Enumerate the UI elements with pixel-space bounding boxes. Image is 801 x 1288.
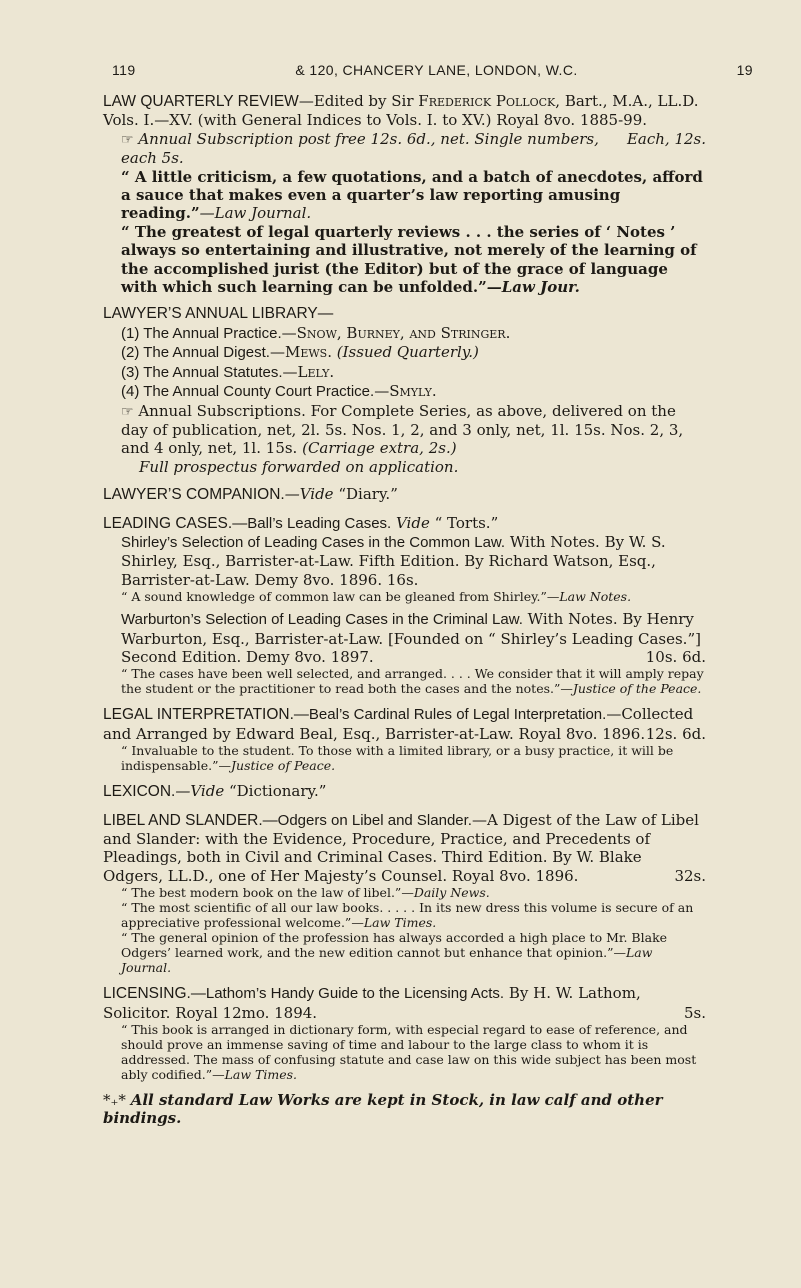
footer-note: *₊* All standard Law Works are kept in Stock, in law calf and other bindings. bbox=[103, 1091, 663, 1128]
entries bbox=[103, 92, 706, 1137]
running-title: & 120, CHANCERY LANE, LONDON, W.C. bbox=[295, 62, 578, 78]
address-number: 119 bbox=[112, 62, 136, 78]
price: 12s. 6d. bbox=[645, 724, 706, 743]
entry-legal-interpretation: LEGAL INTERPRETATION.—Beal’s Cardinal Rules of Legal Interpretation.—Collected and Arranged by Edward Beal, Esq., Barrister-at-Law. Royal 8vo. 1896. 12s. 6d. “ Invaluable to the student. To those with a limited library, or a busy practice, it will be indispensable.”—Justice of Peace. bbox=[103, 705, 706, 774]
entry-lawyers-annual: LAWYER’S ANNUAL LIBRARY— (1) The Annual Practice.—Snow, Burney, and Stringer. (2) The Annual Digest.—Mews. (Issued Quarterly.) (3) The Annual Statutes.—Lely. (4) The Annual County Court Practice.—Smyly. ☞ Annual Subscriptions. For Complete Series, as above, delivered on the day of publication, net, 2l. 5s. Nos. 1, 2, and 3 only, net, 1l. 15s. Nos. 2, 3, and 4 only, net, 1l. 15s. (Carriage extra, 2s.) Full prospectus forwarded on application. bbox=[103, 305, 706, 476]
price: 32s. bbox=[674, 866, 706, 885]
entry-leading-cases: LEADING CASES.—Ball’s Leading Cases. Vide “ Torts.” Shirley’s Selection of Leading Cases in the Common Law. With Notes. By W. S. Shirley, Esq., Barrister-at-Law. Fifth Edition. By Richard Watson, Esq., Barrister-at-Law. Demy 8vo. 1896. 16s. “ A sound knowledge of common law can be gleaned from Shirley.”—Law Notes. Warburton’s Selection of Leading Cases in the Criminal Law. With Notes. By Henry Warburton, Esq., Barrister-at-Law. [Founded on “ Shirley’s Leading Cases.”] Second Edition. Demy 8vo. 1897. 10s. 6d. “ The cases have been well selected, and arranged. . . . We consider that it will amply repay the student or the practitioner to read both the cases and the notes.”—Justice of the Peace. bbox=[103, 513, 706, 697]
price: 5s. bbox=[683, 1003, 706, 1022]
entry-heading: LEGAL INTERPRETATION. bbox=[103, 706, 294, 724]
entry-heading: LICENSING. bbox=[103, 985, 191, 1003]
review-quote: “ The greatest of legal quarterly reviews . . . the series of ‘ Notes ’ always so entertaining and illustrative, not merely of the learning of the accomplished jurist (the Editor) but of the grace of language with which such learning can be unfolded.”—Law Jour. bbox=[121, 222, 697, 297]
asterism-icon: *₊* bbox=[103, 1091, 126, 1110]
entry-licensing: LICENSING.—Lathom’s Handy Guide to the Licensing Acts. By H. W. Lathom, Solicitor. Royal 12mo. 1894. 5s. “ This book is arranged in dictionary form, with especial regard to ease of reference, and should prove an immense saving of time and labour to the large class to whom it is addressed. The mass of confusing statute and case law on this wide subject has been most ably codified.”—Law Times. bbox=[103, 984, 706, 1083]
entry-heading: LEADING CASES. bbox=[103, 514, 233, 532]
entry-heading: LEXICON. bbox=[103, 783, 176, 801]
page-number: 19 bbox=[736, 62, 753, 78]
review-quote: “ A little criticism, a few quotations, and a batch of anecdotes, afford a sauce that makes even a quarter’s law reporting amusing reading.”—Law Journal. bbox=[121, 167, 703, 223]
price: 10s. 6d. bbox=[645, 647, 706, 666]
entry-heading: LAW QUARTERLY REVIEW bbox=[103, 93, 299, 110]
entry-heading: LIBEL AND SLANDER. bbox=[103, 811, 263, 829]
entry-law-quarterly: LAW QUARTERLY REVIEW—Edited by Sir Frederick Pollock, Bart., M.A., LL.D. Vols. I.—XV. (with General Indices to Vols. I. to XV.) Royal 8vo. 1885-99. Each, 12s. ☞ Annual Subscription post free 12s. 6d., net. Single numbers, each 5s. “ A little criticism, a few quotations, and a batch of anecdotes, afford a sauce that makes even a quarter’s law reporting amusing reading.”—Law Journal. “ The greatest of legal quarterly reviews . . . the series of ‘ Notes ’ always so entertaining and illustrative, not merely of the learning of the accomplished jurist (the Editor) but of the grace of language with which such learning can be unfolded.”—Law Jour. bbox=[103, 92, 706, 297]
entry-libel-slander: LIBEL AND SLANDER.—Odgers on Libel and Slander.—A Digest of the Law of Libel and Slander: with the Evidence, Procedure, Practice, and Precedents of Pleadings, both in Civil and Criminal Cases. Third Edition. By W. Blake Odgers, LL.D., one of Her Majesty’s Counsel. Royal 8vo. 1896. 32s. “ The best modern book on the law of libel.”—Daily News. “ The most scientific of all our law books. . . . . In its new dress this volume is secure of an appreciative professional welcome.”—Law Times. “ The general opinion of the profession has always accorded a high place to Mr. Blake Odgers’ learned work, and the new edition cannot but enhance that opinion.”—Law Journal. bbox=[103, 810, 706, 976]
entry-companion: LAWYER’S COMPANION.—Vide “Diary.” bbox=[103, 485, 398, 504]
entry-heading: LAWYER’S ANNUAL LIBRARY— bbox=[103, 305, 334, 323]
entry-lexicon: LEXICON.—Vide “Dictionary.” bbox=[103, 782, 327, 801]
entry-heading: LAWYER’S COMPANION. bbox=[103, 486, 285, 504]
pointing-hand-icon: ☞ bbox=[121, 131, 134, 148]
pointing-hand-icon: ☞ bbox=[121, 403, 134, 420]
price: Each, 12s. bbox=[626, 129, 706, 148]
